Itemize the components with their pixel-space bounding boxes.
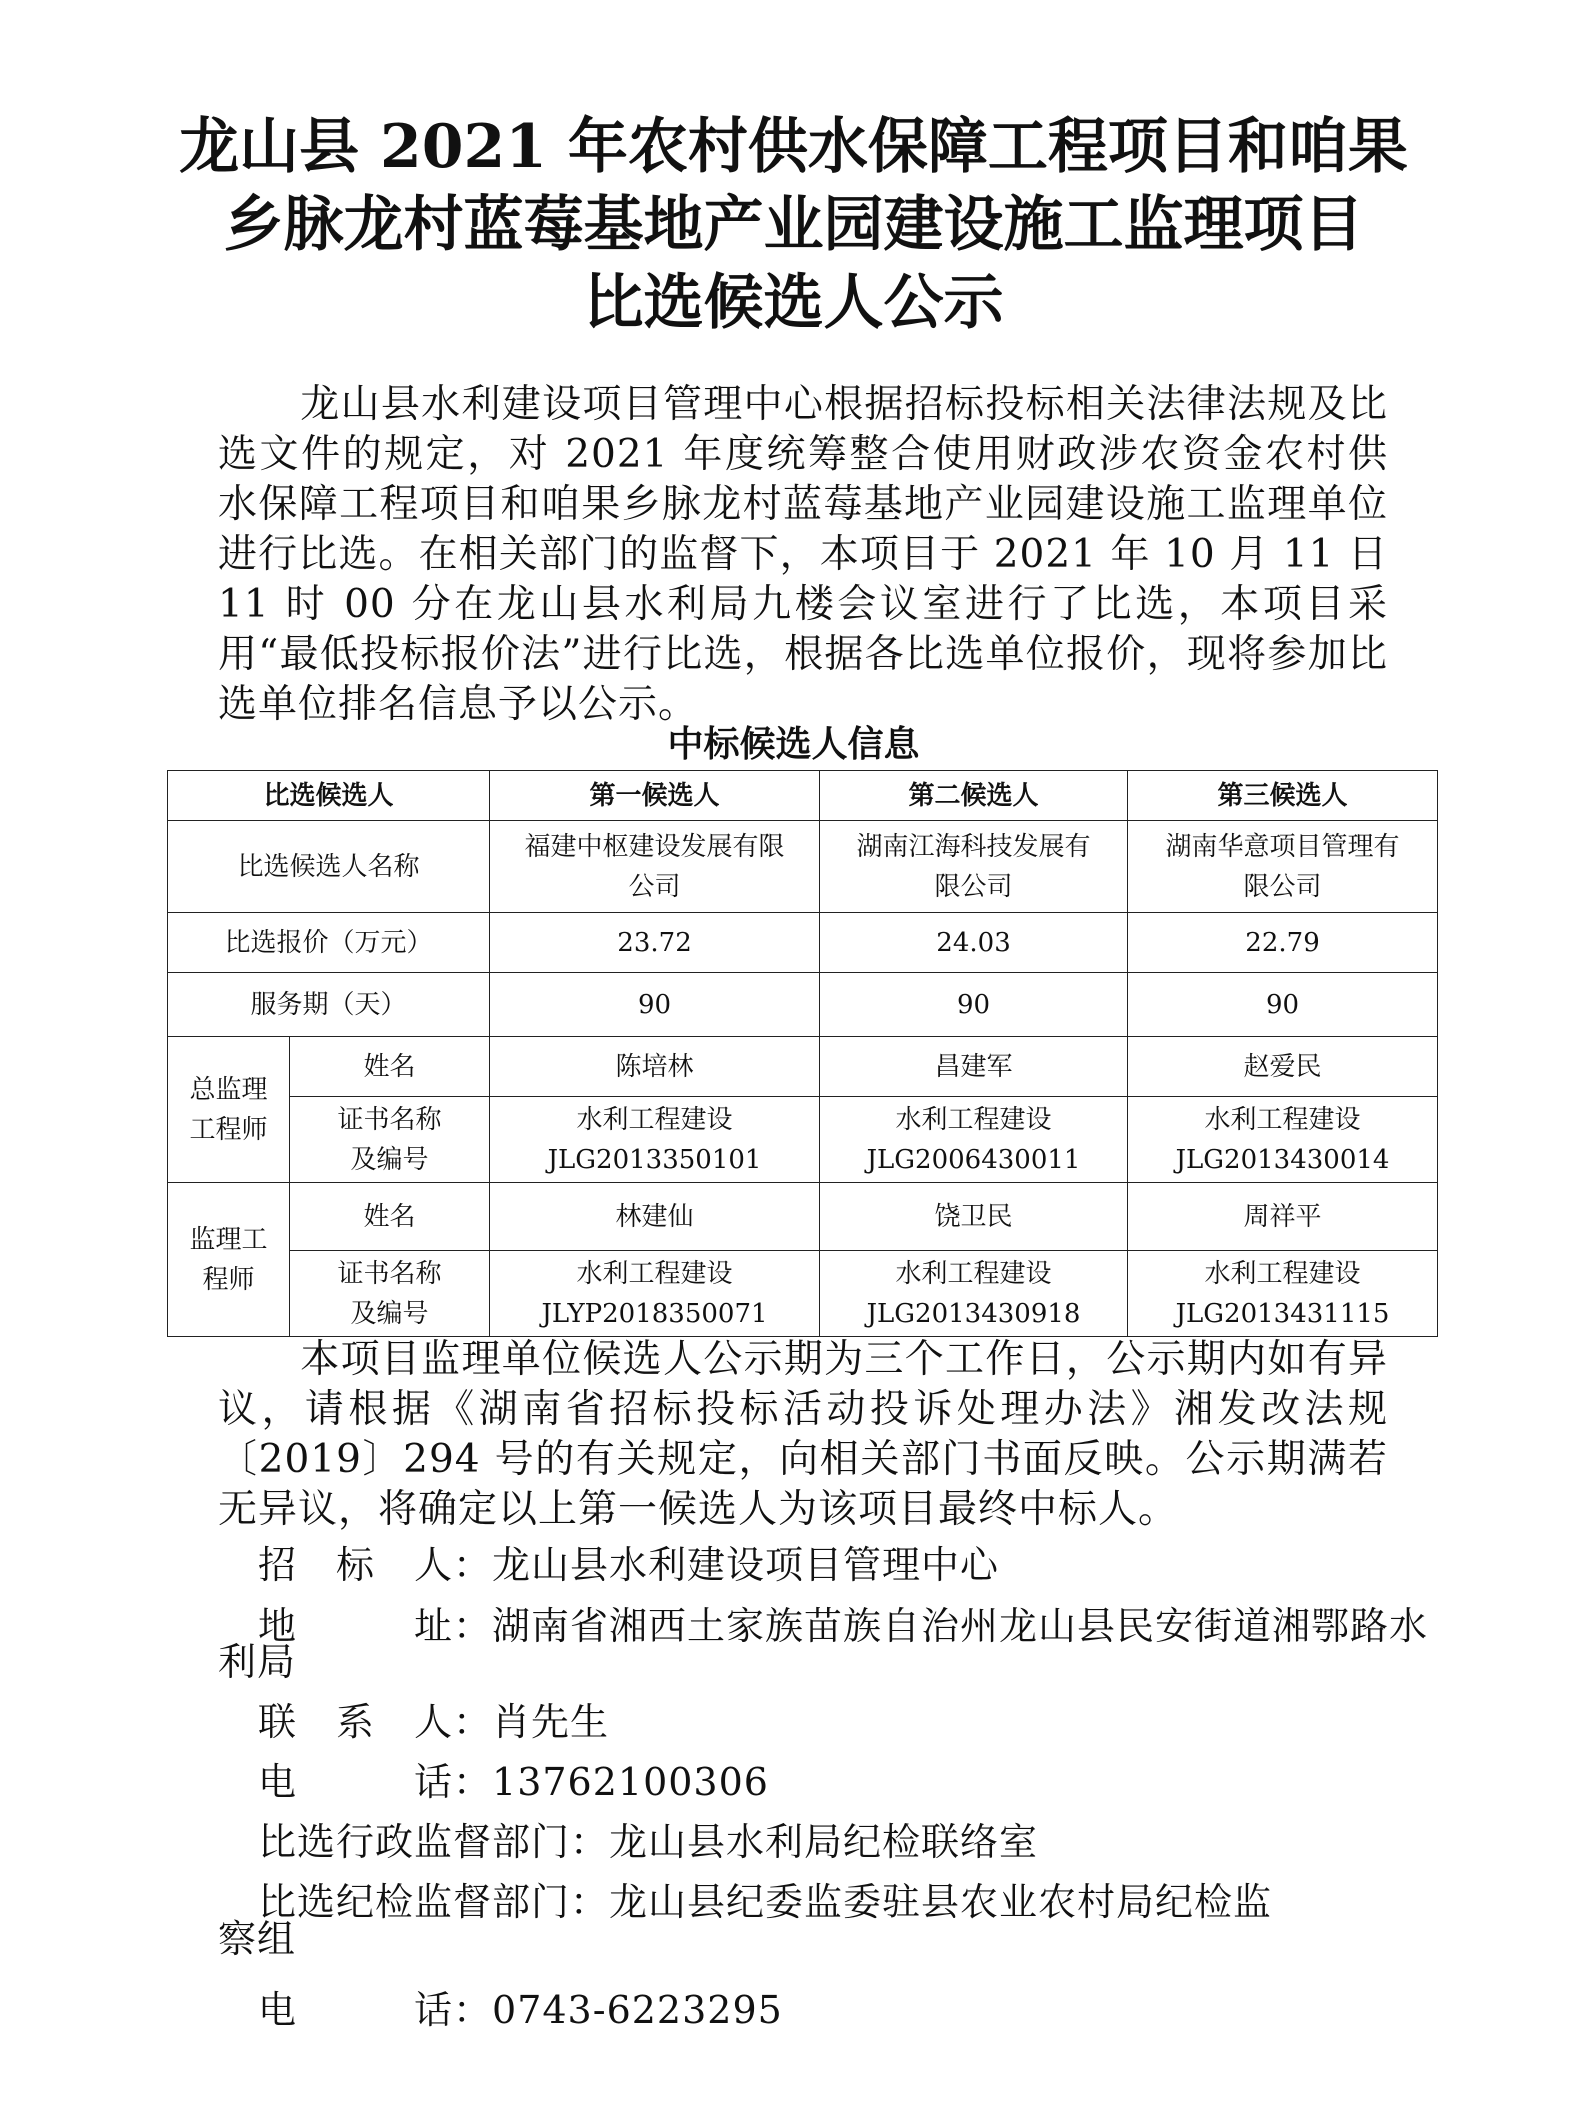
candidate-table (167, 770, 1438, 1337)
row-label: 服务期（天） (168, 973, 490, 1037)
phone2-line: 电 话：0743-6223295 (258, 1988, 783, 2032)
period-cell: 90 (1128, 973, 1438, 1037)
header-cell: 第一候选人 (490, 771, 820, 821)
cert-cell: 水利工程建设 JLG2013431115 (1128, 1251, 1438, 1337)
header-cell: 第二候选人 (820, 771, 1128, 821)
table-row-engineer-cert (168, 1251, 1438, 1337)
title-line-2: 乡脉龙村蓝莓基地产业园建设施工监理项目 (223, 190, 1364, 260)
discipline-supervision-line: 比选纪检监督部门：龙山县纪委监委驻县农业农村局纪检监 (258, 1880, 1273, 1924)
cert-cell: 水利工程建设 JLG2013430014 (1128, 1097, 1438, 1183)
row-label: 姓名 (290, 1037, 490, 1097)
table-row-prices (168, 913, 1438, 973)
phone-line: 电 话：13762100306 (258, 1760, 769, 1804)
row-label: 证书名称 及编号 (290, 1097, 490, 1183)
intro-paragraph: 龙山县水利建设项目管理中心根据招标投标相关法律法规及比选文件的规定，对 2021 年度统筹整合使用财政涉农资金农村供水保障工程项目和咱果乡脉龙村蓝莓基地产业园建设施工监理单位进行比选。在相关部门的监督下，本项目于 2021 年 10 月 11 日 11 时 00 分在龙山县水利局九楼会议室进行了比选，本项目采用“最低投标报价法”进行比选，根据各比选单位报价，现将参加比选单位排名信息予以公示。 (218, 382, 1388, 727)
candidate-name-cell: 湖南华意项目管理有 限公司 (1128, 821, 1438, 913)
row-label: 比选报价（万元） (168, 913, 490, 973)
row-label: 比选候选人名称 (168, 821, 490, 913)
header-cell: 比选候选人 (168, 771, 490, 821)
row-label: 证书名称 及编号 (290, 1251, 490, 1337)
table-row-chief-name (168, 1037, 1438, 1097)
table-title: 中标候选人信息 (667, 723, 920, 765)
table-row-engineer-name (168, 1183, 1438, 1251)
price-cell: 24.03 (820, 913, 1128, 973)
period-cell: 90 (820, 973, 1128, 1037)
cert-cell: 水利工程建设 JLG2013430918 (820, 1251, 1128, 1337)
person-name-cell: 周祥平 (1128, 1183, 1438, 1251)
admin-supervision-line: 比选行政监督部门：龙山县水利局纪检联络室 (258, 1820, 1039, 1864)
notice-paragraph: 本项目监理单位候选人公示期为三个工作日，公示期内如有异议，请根据《湖南省招标投标活动投诉处理办法》湘发改法规〔2019〕294 号的有关规定，向相关部门书面反映。公示期满若无异议，将确定以上第一候选人为该项目最终中标人。 (218, 1337, 1388, 1532)
price-cell: 23.72 (490, 913, 820, 973)
table-header-row (168, 771, 1438, 821)
period-cell: 90 (490, 973, 820, 1037)
table-row-chief-cert (168, 1097, 1438, 1183)
cert-cell: 水利工程建设 JLYP2018350071 (490, 1251, 820, 1337)
title-line-1: 龙山县 2021 年农村供水保障工程项目和咱果 (179, 112, 1408, 182)
discipline-supervision-line-2: 察组 (218, 1917, 297, 1961)
contact-line: 联 系 人：肖先生 (258, 1700, 610, 1744)
price-cell: 22.79 (1128, 913, 1438, 973)
group-label-chief: 总监理 工程师 (168, 1037, 290, 1183)
address-line-2: 利局 (218, 1640, 297, 1684)
row-label: 姓名 (290, 1183, 490, 1251)
person-name-cell: 昌建军 (820, 1037, 1128, 1097)
table-row-names (168, 821, 1438, 913)
candidate-name-cell: 湖南江海科技发展有 限公司 (820, 821, 1128, 913)
candidate-name-cell: 福建中枢建设发展有限 公司 (490, 821, 820, 913)
person-name-cell: 赵爱民 (1128, 1037, 1438, 1097)
header-cell: 第三候选人 (1128, 771, 1438, 821)
person-name-cell: 林建仙 (490, 1183, 820, 1251)
title-line-3: 比选候选人公示 (583, 268, 1004, 338)
cert-cell: 水利工程建设 JLG2013350101 (490, 1097, 820, 1183)
group-label-engineer: 监理工 程师 (168, 1183, 290, 1337)
address-line: 地 址：湖南省湘西土家族苗族自治州龙山县民安街道湘鄂路水 (258, 1604, 1429, 1648)
person-name-cell: 陈培林 (490, 1037, 820, 1097)
table-row-period (168, 973, 1438, 1037)
cert-cell: 水利工程建设 JLG2006430011 (820, 1097, 1128, 1183)
person-name-cell: 饶卫民 (820, 1183, 1128, 1251)
tenderer-line: 招 标 人：龙山县水利建设项目管理中心 (258, 1543, 1000, 1587)
document-title (0, 108, 1587, 342)
